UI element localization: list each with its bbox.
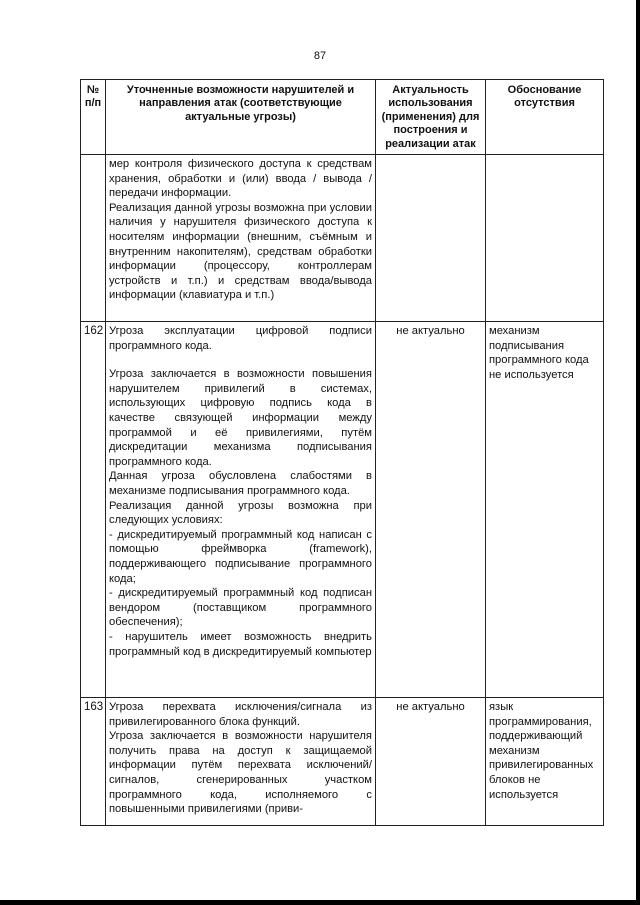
row-description: [106, 322, 376, 698]
row-description: [106, 698, 376, 826]
row-justification: [486, 155, 604, 322]
header-actuality: Актуальность использования (применения) для построения и реализации атак: [376, 80, 486, 155]
row-justification: язык программирования, поддерживающий механизм привилегированных блоков не используется: [486, 698, 604, 826]
header-justification: Обоснование отсутствия: [486, 80, 604, 155]
row-paragraph: Угроза эксплуатации цифровой подписи программного кода.: [109, 325, 372, 352]
row-paragraph: Угроза заключается в возможности повышения нарушителем привилегий в системах, использующих цифровую подпись кода в качестве связующей информации между программой и её привилегиями, путём дискредитации механизма подписывания программного кода.: [109, 368, 372, 468]
row-paragraph: мер контроля физического доступа к средствам хранения, обработки и (или) ввода / вывода / передачи информации.: [109, 158, 372, 200]
row-paragraph: - дискредитируемый программный код подписан вендором (поставщиком программного обеспечения);: [109, 587, 372, 629]
row-paragraph: - дискредитируемый программный код написан с помощью фреймворка (framework), поддерживающего подписывание программного кода;: [109, 528, 372, 585]
row-number: 162: [81, 322, 106, 698]
header-number: № п/п: [81, 80, 106, 155]
table-row: [81, 698, 604, 826]
row-actuality: [376, 155, 486, 322]
scan-border-right: [636, 0, 640, 905]
row-description: [106, 155, 376, 322]
header-description: Уточненные возможности нарушителей и направления атак (соответствующие актуальные угрозы): [106, 80, 376, 155]
row-paragraph: Данная угроза обусловлена слабостями в механизме подписывания программного кода.: [109, 470, 372, 497]
scan-border-bottom: [0, 900, 640, 905]
table-row: [81, 322, 604, 698]
row-justification: механизм подписывания программного кода не используется: [486, 322, 604, 698]
row-paragraph: Угроза заключается в возможности нарушителя получить права на доступ к защищаемой информации путём перехвата исключений/сигналов, сгенерированных участком программного кода, исполняемого с повышенными привилегиями (приви-: [109, 730, 372, 816]
table-header-row: [81, 80, 604, 155]
row-actuality: не актуально: [376, 322, 486, 698]
row-paragraph: Реализация данной угрозы возможна при условии наличия у нарушителя физического доступа к носителям информации (внешним, съёмным и внутренним накопителям), средствам обработки информации (процессору, контроллерам устройств и т.п.) и средствам ввода/вывода информации (клавиатура и т.п.): [109, 201, 372, 302]
row-actuality: не актуально: [376, 698, 486, 826]
table-row: [81, 155, 604, 322]
threats-table: [80, 79, 604, 826]
row-number: 163: [81, 698, 106, 826]
page-number: 87: [313, 50, 327, 62]
row-paragraph: Угроза перехвата исключения/сигнала из привилегированного блока функций.: [109, 701, 372, 728]
row-paragraph: - нарушитель имеет возможность внедрить программный код в дискредитируемый компьютер: [109, 630, 372, 658]
row-number: [81, 155, 106, 322]
row-paragraph: Реализация данной угрозы возможна при следующих условиях:: [109, 499, 372, 527]
